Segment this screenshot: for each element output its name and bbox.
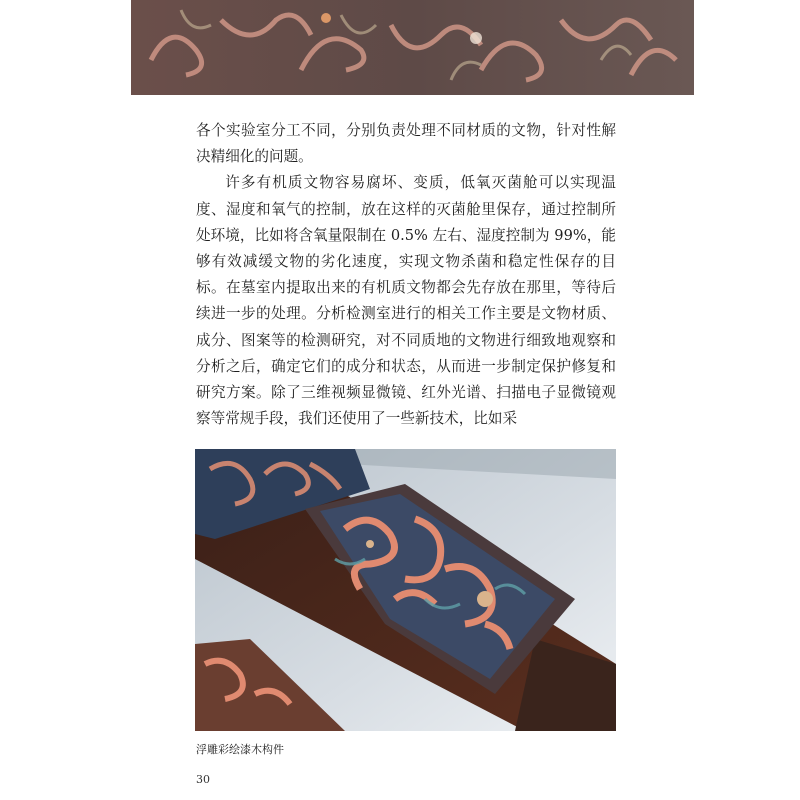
photo-caption: 浮雕彩绘漆木构件: [196, 743, 284, 756]
paragraph-1: 各个实验室分工不同，分别负责处理不同材质的文物，针对性解决精细化的问题。: [196, 122, 616, 166]
paragraph-2: 许多有机质文物容易腐坏、变质，低氧灭菌舱可以实现温度、湿度和氧气的控制，放在这样的灭菌舱里保存，通过控制所处环境，比如将含氧量限制在 0.5% 左右、湿度控制为 99%，能够有效减缓文物的劣化速度，实现文物杀菌和稳定性保存的目标。在墓室内提取出来的有机质文物都会先存放在那里，等待后续进一步的处理。分析检测室进行的相关工作主要是文物材质、成分、图案等的检测研究，对不同质地的文物进行细致地观察和分析之后，确定它们的成分和状态，从而进一步制定保护修复和研究方案。除了三维视频显微镜、红外光谱、扫描电子显微镜观察等常规手段，我们还使用了一些新技术，比如采: [196, 174, 616, 428]
lacquer-pattern-photo-top: [131, 0, 694, 95]
article-body: [196, 118, 616, 432]
page-number: 30: [196, 773, 210, 786]
lacquer-wood-component-photo: [195, 449, 616, 731]
